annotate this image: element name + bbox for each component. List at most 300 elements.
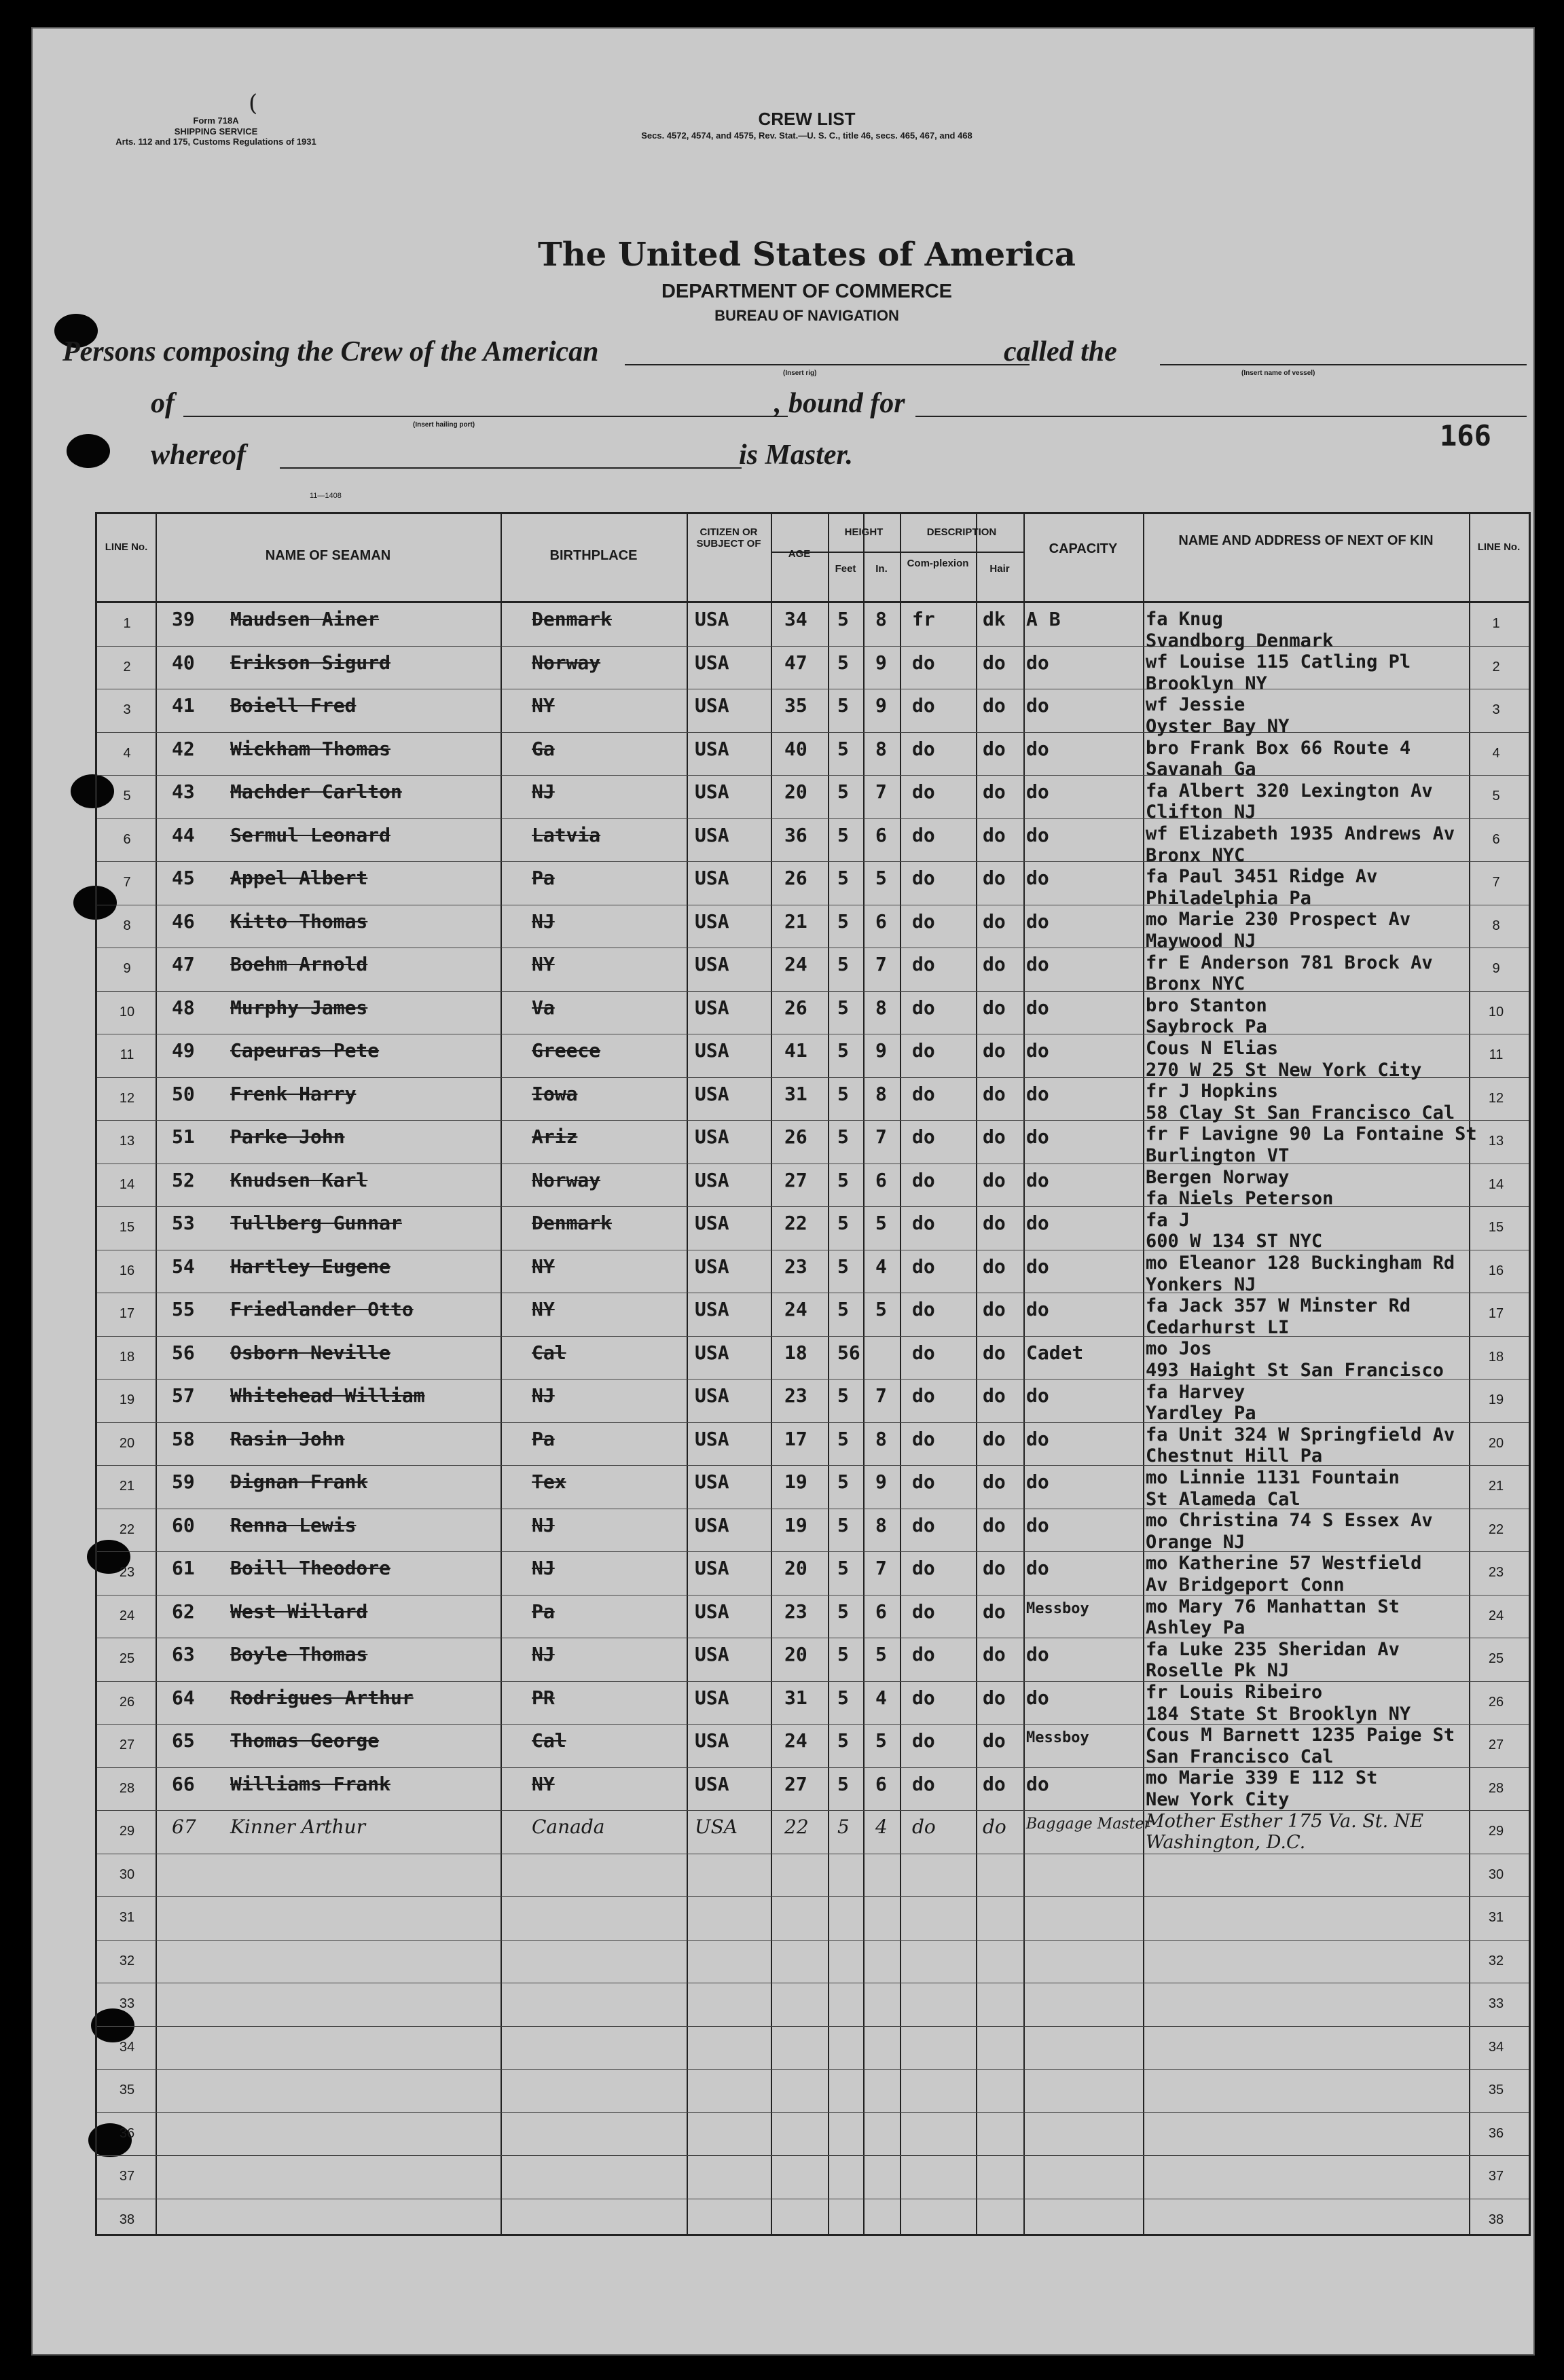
cell-capacity: do [1026, 1513, 1049, 1536]
cell-seaman-name: Williams Frank [230, 1772, 391, 1795]
header-next-of-kin: NAME AND ADDRESS OF NEXT OF KIN [1178, 533, 1434, 548]
cell-birthplace: NY [532, 1255, 555, 1278]
cell-birthplace: NJ [532, 1643, 555, 1665]
cell-citizenship: USA [695, 823, 729, 846]
cell-capacity: do [1026, 867, 1049, 889]
cell-seaman-number: 50 [172, 1082, 195, 1105]
cell-height-inches: 6 [875, 823, 887, 846]
cell-hair: do [983, 867, 1006, 889]
line-number: 17 [119, 1306, 135, 1321]
master-name-field[interactable] [280, 467, 742, 469]
cell-seaman-number: 64 [172, 1686, 195, 1709]
cell-hair: do [983, 780, 1006, 803]
next-of-kin-line: fa Paul 3451 Ridge Av [1146, 866, 1378, 888]
line-number: 21 [119, 1479, 135, 1494]
cell-hair: do [983, 694, 1006, 717]
line-number-right: 7 [1492, 875, 1500, 890]
punch-hole [67, 434, 110, 468]
cell-seaman-number: 42 [172, 737, 195, 760]
cell-height-inches: 8 [875, 737, 887, 760]
cell-birthplace: Pa [532, 1427, 555, 1450]
next-of-kin-line: Bronx NYC [1146, 844, 1245, 866]
line-number: 38 [119, 2212, 135, 2227]
hailing-port-field[interactable] [183, 416, 788, 417]
table-row [97, 2026, 1529, 2070]
cell-hair: do [983, 1039, 1006, 1062]
row-rule [97, 818, 1529, 819]
cell-height-inches: 8 [875, 608, 887, 630]
line-number-right: 2 [1492, 659, 1500, 674]
cell-seaman-number: 55 [172, 1298, 195, 1320]
line-number-right: 28 [1488, 1780, 1504, 1796]
statute-references: Secs. 4572, 4574, and 4575, Rev. Stat.—U. S. C., title 46, secs. 465, 467, and 468 [641, 130, 972, 141]
next-of-kin-line: Brooklyn NY [1146, 672, 1267, 694]
cell-height-feet: 5 [837, 1600, 849, 1623]
department-heading: DEPARTMENT OF COMMERCE [661, 281, 952, 302]
cell-citizenship: USA [695, 1082, 729, 1105]
row-rule [97, 732, 1529, 733]
cell-seaman-number: 40 [172, 651, 195, 674]
cell-seaman-number: 63 [172, 1643, 195, 1665]
cell-hair: do [983, 1643, 1006, 1665]
line-number: 7 [123, 875, 131, 890]
table-row [97, 1896, 1529, 1940]
page-number: 166 [1440, 419, 1491, 452]
next-of-kin-line: mo Mary 76 Manhattan St [1146, 1595, 1400, 1617]
crew-list-page [31, 27, 1535, 2356]
cell-age: 17 [784, 1427, 807, 1450]
cell-seaman-name: Boill Theodore [230, 1557, 391, 1579]
cell-capacity: do [1026, 1471, 1049, 1493]
line-number: 6 [123, 831, 131, 847]
table-row [97, 2069, 1529, 2112]
next-of-kin-line: 58 Clay St San Francisco Cal [1146, 1102, 1455, 1123]
next-of-kin-line: fa Knug [1146, 609, 1223, 630]
cell-seaman-name: Sermul Leonard [230, 823, 391, 846]
cell-seaman-name: Maudsen Ainer [230, 608, 380, 630]
cell-hair: do [983, 1686, 1006, 1709]
cell-capacity: Messboy [1026, 1729, 1089, 1746]
header-line-no: LINE No. [105, 541, 148, 553]
next-of-kin-line: 600 W 134 ST NYC [1146, 1231, 1323, 1252]
cell-citizenship: USA [695, 1341, 729, 1364]
cell-capacity: do [1026, 1384, 1049, 1407]
cell-age: 22 [784, 1816, 809, 1838]
cell-complexion: do [912, 1298, 935, 1320]
line-number-right: 29 [1488, 1824, 1504, 1839]
cell-height-inches: 5 [875, 1729, 887, 1752]
row-rule [97, 2112, 1529, 2113]
cell-height-feet: 5 [837, 1816, 850, 1838]
cell-hair: do [983, 1600, 1006, 1623]
line-number-right: 12 [1488, 1090, 1504, 1106]
cell-age: 23 [784, 1600, 807, 1623]
cell-capacity: do [1026, 737, 1049, 760]
line-number-right: 14 [1488, 1176, 1504, 1192]
next-of-kin-line: Philadelphia Pa [1146, 887, 1311, 909]
line-number: 29 [119, 1824, 135, 1839]
cell-hair: do [983, 651, 1006, 674]
line-number: 18 [119, 1349, 135, 1365]
next-of-kin-line: mo Eleanor 128 Buckingham Rd [1146, 1252, 1455, 1274]
next-of-kin-line: Yardley Pa [1146, 1403, 1256, 1424]
cell-citizenship: USA [695, 1168, 729, 1191]
destination-field[interactable] [915, 416, 1527, 417]
header-height: HEIGHT [844, 526, 884, 538]
cell-complexion: do [912, 1729, 935, 1752]
cell-seaman-number: 39 [172, 608, 195, 630]
cell-complexion: do [912, 1600, 935, 1623]
next-of-kin-line: Burlington VT [1146, 1145, 1290, 1166]
line-number: 13 [119, 1134, 135, 1149]
cell-age: 27 [784, 1168, 807, 1191]
cell-seaman-number: 52 [172, 1168, 195, 1191]
cell-height-inches: 5 [875, 867, 887, 889]
next-of-kin-line: San Francisco Cal [1146, 1746, 1334, 1767]
next-of-kin-line: mo Christina 74 S Essex Av [1146, 1510, 1433, 1532]
cell-seaman-number: 62 [172, 1600, 195, 1623]
cell-birthplace: Canada [532, 1816, 605, 1838]
next-of-kin-line: fa Niels Peterson [1146, 1188, 1334, 1210]
cell-seaman-name: Kinner Arthur [230, 1816, 366, 1838]
header-hair: Hair [989, 563, 1010, 575]
next-of-kin-line: Orange NJ [1146, 1531, 1245, 1553]
row-rule [97, 1896, 1529, 1897]
cell-height-inches: 9 [875, 651, 887, 674]
header-name: NAME OF SEAMAN [265, 548, 391, 563]
cell-seaman-name: Tullberg Gunnar [230, 1212, 402, 1234]
cell-age: 24 [784, 1729, 807, 1752]
cell-height-feet: 5 [837, 608, 849, 630]
row-rule [97, 861, 1529, 862]
cell-age: 21 [784, 909, 807, 933]
cell-seaman-name: Hartley Eugene [230, 1255, 391, 1278]
line-number-right: 20 [1488, 1435, 1504, 1451]
row-rule [97, 1551, 1529, 1552]
cell-hair: do [983, 1125, 1006, 1148]
cell-hair: do [983, 1212, 1006, 1234]
cell-seaman-name: Frenk Harry [230, 1082, 357, 1105]
cell-birthplace: NJ [532, 909, 555, 933]
cell-seaman-name: Knudsen Karl [230, 1168, 368, 1191]
cell-birthplace: Pa [532, 1600, 555, 1623]
cell-height-inches: 9 [875, 1471, 887, 1493]
cell-complexion: do [912, 1125, 935, 1148]
shipping-service: SHIPPING SERVICE [174, 126, 258, 137]
cell-complexion: do [912, 1816, 936, 1838]
cell-height-feet: 5 [837, 737, 849, 760]
next-of-kin-line: fr E Anderson 781 Brock Av [1146, 952, 1433, 973]
line-number-right: 18 [1488, 1349, 1504, 1365]
cell-hair: dk [983, 608, 1006, 630]
cell-height-inches: 7 [875, 780, 887, 803]
cell-seaman-name: Thomas George [230, 1729, 380, 1752]
cell-seaman-name: Capeuras Pete [230, 1039, 380, 1062]
line-number-right: 33 [1488, 1996, 1504, 2011]
cell-complexion: do [912, 1212, 935, 1234]
cell-citizenship: USA [695, 953, 729, 975]
cell-height-feet: 5 [837, 780, 849, 803]
cell-age: 41 [784, 1039, 807, 1062]
corner-mark: ( [249, 90, 258, 117]
cell-birthplace: Ariz [532, 1125, 578, 1148]
cell-capacity: do [1026, 1212, 1049, 1234]
cell-citizenship: USA [695, 996, 729, 1019]
line-number: 1 [123, 616, 131, 631]
cell-height-feet: 5 [837, 1255, 849, 1278]
cell-height-feet: 5 [837, 651, 849, 674]
cell-age: 26 [784, 1125, 807, 1148]
cell-complexion: do [912, 694, 935, 717]
header-description: DESCRIPTION [926, 526, 997, 538]
cell-capacity: A B [1026, 608, 1061, 630]
next-of-kin-line: Saybrock Pa [1146, 1016, 1267, 1038]
cell-citizenship: USA [695, 608, 729, 630]
rig-caption: (Insert rig) [783, 369, 817, 377]
header-feet: Feet [835, 563, 856, 575]
cell-age: 23 [784, 1255, 807, 1278]
line-number-right: 15 [1488, 1220, 1504, 1235]
cell-age: 20 [784, 1643, 807, 1665]
line-number: 37 [119, 2169, 135, 2184]
row-rule [97, 2069, 1529, 2070]
cell-birthplace: Pa [532, 867, 555, 889]
cell-height-feet: 5 [837, 1384, 849, 1407]
cell-height-inches: 6 [875, 1772, 887, 1795]
cell-hair: do [983, 1513, 1006, 1536]
next-of-kin-line: fa Harvey [1146, 1381, 1245, 1403]
line-number: 35 [119, 2082, 135, 2097]
cell-complexion: do [912, 909, 935, 933]
cell-height-feet: 5 [837, 823, 849, 846]
form-title: CREW LIST [758, 109, 856, 129]
cell-seaman-name: Dignan Frank [230, 1471, 368, 1493]
header-citizen: CITIZEN OR SUBJECT OF [696, 526, 761, 550]
next-of-kin-line: fr Louis Ribeiro [1146, 1682, 1323, 1703]
cell-capacity: do [1026, 780, 1049, 803]
next-of-kin-line: Roselle Pk NJ [1146, 1660, 1290, 1682]
cell-seaman-number: 60 [172, 1513, 195, 1536]
line-number-right: 3 [1492, 702, 1500, 717]
cell-age: 40 [784, 737, 807, 760]
cell-citizenship: USA [695, 651, 729, 674]
preamble-whereof: whereof [151, 439, 246, 471]
cell-capacity: do [1026, 1772, 1049, 1795]
cell-citizenship: USA [695, 780, 729, 803]
cell-seaman-name: Machder Carlton [230, 780, 402, 803]
cell-seaman-name: Kitto Thomas [230, 909, 368, 933]
cell-seaman-number: 51 [172, 1125, 195, 1148]
cell-citizenship: USA [695, 1557, 729, 1579]
cell-age: 20 [784, 780, 807, 803]
cell-complexion: do [912, 1772, 935, 1795]
cell-birthplace: Denmark [532, 608, 613, 630]
cell-height-inches: 6 [875, 1168, 887, 1191]
cell-citizenship: USA [695, 694, 729, 717]
cell-seaman-name: Parke John [230, 1125, 345, 1148]
cell-birthplace: NJ [532, 1384, 555, 1407]
next-of-kin-line: Yonkers NJ [1146, 1274, 1256, 1295]
header-capacity: CAPACITY [1049, 541, 1118, 556]
line-number: 2 [123, 659, 131, 674]
line-number-right: 9 [1492, 961, 1500, 976]
preamble-called-the: called the [1004, 336, 1117, 367]
header-inches: In. [875, 563, 888, 575]
cell-capacity: Cadet [1026, 1341, 1084, 1364]
header-age: AGE [788, 548, 811, 560]
cell-seaman-name: Whitehead William [230, 1384, 425, 1407]
cell-age: 47 [784, 651, 807, 674]
cell-birthplace: NY [532, 694, 555, 717]
next-of-kin-line: 270 W 25 St New York City [1146, 1059, 1422, 1081]
cell-capacity: do [1026, 909, 1049, 933]
country-heading: The United States of America [537, 236, 1076, 274]
cell-citizenship: USA [695, 867, 729, 889]
line-number-right: 16 [1488, 1263, 1504, 1278]
line-number: 19 [119, 1392, 135, 1407]
next-of-kin-line: mo Marie 339 E 112 St [1146, 1767, 1378, 1789]
line-number-right: 25 [1488, 1651, 1504, 1666]
line-number: 30 [119, 1867, 135, 1882]
cell-complexion: do [912, 867, 935, 889]
cell-height-inches: 8 [875, 1513, 887, 1536]
rig-field[interactable] [625, 364, 1030, 365]
next-of-kin-line: wf Elizabeth 1935 Andrews Av [1146, 823, 1455, 844]
row-rule [97, 2026, 1529, 2027]
line-number: 12 [119, 1090, 135, 1106]
cell-birthplace: Iowa [532, 1082, 578, 1105]
cell-citizenship: USA [695, 1600, 729, 1623]
line-number: 14 [119, 1176, 135, 1192]
row-rule [97, 1940, 1529, 1941]
cell-capacity: do [1026, 1125, 1049, 1148]
cell-citizenship: USA [695, 1298, 729, 1320]
cell-birthplace: Latvia [532, 823, 601, 846]
cell-complexion: do [912, 651, 935, 674]
cell-seaman-number: 47 [172, 953, 195, 975]
cell-height-feet: 5 [837, 1125, 849, 1148]
cell-height-feet: 5 [837, 1471, 849, 1493]
cell-complexion: do [912, 1471, 935, 1493]
next-of-kin-line: wf Jessie [1146, 694, 1245, 716]
table-row [97, 689, 1529, 732]
header-complexion: Com-plexion [907, 558, 969, 569]
next-of-kin-line: mo Katherine 57 Westfield [1146, 1553, 1422, 1574]
cell-citizenship: USA [695, 1772, 729, 1795]
customs-articles: Arts. 112 and 175, Customs Regulations of 1931 [115, 137, 316, 147]
cell-birthplace: NY [532, 953, 555, 975]
cell-complexion: do [912, 996, 935, 1019]
cell-complexion: do [912, 1039, 935, 1062]
line-number: 24 [119, 1608, 135, 1623]
cell-capacity: Messboy [1026, 1600, 1089, 1617]
cell-capacity: do [1026, 1427, 1049, 1450]
cell-seaman-number: 57 [172, 1384, 195, 1407]
cell-seaman-name: Murphy James [230, 996, 368, 1019]
next-of-kin-line: Maywood NJ [1146, 931, 1256, 952]
line-number: 31 [119, 1910, 135, 1925]
next-of-kin-line: Savanah Ga [1146, 759, 1256, 780]
cell-capacity: do [1026, 1686, 1049, 1709]
cell-hair: do [983, 953, 1006, 975]
cell-hair: do [983, 1341, 1006, 1364]
cell-seaman-number: 54 [172, 1255, 195, 1278]
cell-seaman-number: 59 [172, 1471, 195, 1493]
line-number-right: 19 [1488, 1392, 1504, 1407]
cell-seaman-number: 58 [172, 1427, 195, 1450]
cell-age: 31 [784, 1686, 807, 1709]
cell-hair: do [983, 1298, 1006, 1320]
cell-citizenship: USA [695, 1039, 729, 1062]
cell-height-feet: 5 [837, 1729, 849, 1752]
vessel-name-field[interactable] [1160, 364, 1527, 365]
cell-height-inches: 9 [875, 1039, 887, 1062]
line-number-right: 23 [1488, 1565, 1504, 1580]
cell-capacity: do [1026, 996, 1049, 1019]
line-number-right: 8 [1492, 918, 1500, 933]
cell-hair: do [983, 1427, 1006, 1450]
cell-seaman-number: 65 [172, 1729, 195, 1752]
cell-birthplace: Tex [532, 1471, 566, 1493]
cell-seaman-number: 45 [172, 867, 195, 889]
cell-height-feet: 5 [837, 1298, 849, 1320]
table-row [97, 1940, 1529, 1983]
cell-height-inches: 6 [875, 1600, 887, 1623]
cell-height-feet: 5 [837, 1212, 849, 1234]
cell-hair: do [983, 1384, 1006, 1407]
cell-complexion: do [912, 1513, 935, 1536]
cell-capacity: do [1026, 1557, 1049, 1579]
next-of-kin-line: fa Albert 320 Lexington Av [1146, 780, 1433, 801]
cell-birthplace: PR [532, 1686, 555, 1709]
crew-table [95, 512, 1531, 2236]
cell-complexion: do [912, 1686, 935, 1709]
line-number: 4 [123, 745, 131, 761]
cell-citizenship: USA [695, 1125, 729, 1148]
next-of-kin-line: Ashley Pa [1146, 1617, 1245, 1639]
cell-seaman-name: Renna Lewis [230, 1513, 357, 1536]
cell-citizenship: USA [695, 1513, 729, 1536]
cell-age: 36 [784, 823, 807, 846]
cell-complexion: do [912, 1168, 935, 1191]
next-of-kin-line: Cous M Barnett 1235 Paige St [1146, 1725, 1455, 1746]
cell-seaman-name: Appel Albert [230, 867, 368, 889]
print-code: 11—1408 [310, 492, 342, 500]
cell-complexion: do [912, 953, 935, 975]
line-number-right: 24 [1488, 1608, 1504, 1623]
cell-hair: do [983, 1471, 1006, 1493]
cell-citizenship: USA [695, 1643, 729, 1665]
cell-citizenship: USA [695, 909, 729, 933]
cell-height-inches: 4 [875, 1255, 887, 1278]
cell-age: 35 [784, 694, 807, 717]
cell-seaman-name: Boiell Fred [230, 694, 357, 717]
line-number: 27 [119, 1737, 135, 1752]
cell-capacity: do [1026, 1168, 1049, 1191]
next-of-kin-line: Bronx NYC [1146, 973, 1245, 995]
cell-age: 23 [784, 1384, 807, 1407]
cell-height-feet: 5 [837, 1686, 849, 1709]
cell-seaman-number: 56 [172, 1341, 195, 1364]
cell-birthplace: Greece [532, 1039, 601, 1062]
cell-citizenship: USA [695, 1427, 729, 1450]
cell-seaman-number: 67 [172, 1816, 196, 1838]
cell-seaman-number: 41 [172, 694, 195, 717]
cell-seaman-number: 44 [172, 823, 195, 846]
line-number-right: 10 [1488, 1004, 1504, 1020]
line-number-right: 1 [1492, 616, 1500, 631]
line-number-right: 32 [1488, 1953, 1504, 1968]
